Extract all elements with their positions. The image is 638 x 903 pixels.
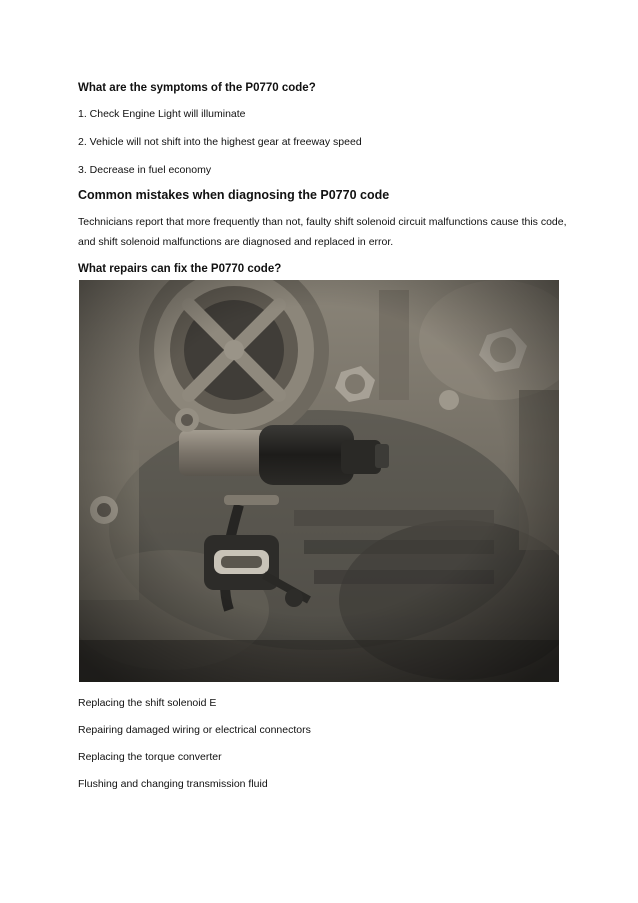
mistakes-paragraph: Technicians report that more frequently than not, faulty shift solenoid circuit malfunctions cause this code, and shift solenoid malfunctions are diagnosed and replaced in error. xyxy=(78,216,567,248)
symptom-item: 1. Check Engine Light will illuminate xyxy=(78,108,246,120)
repair-item: Repairing damaged wiring or electrical connectors xyxy=(78,724,311,736)
repair-item: Flushing and changing transmission fluid xyxy=(78,778,268,790)
symptoms-heading: What are the symptoms of the P0770 code? xyxy=(78,82,316,94)
repair-item: Replacing the shift solenoid E xyxy=(78,697,217,709)
transmission-solenoid-photo xyxy=(79,280,559,682)
symptom-item: 3. Decrease in fuel economy xyxy=(78,164,212,176)
repair-item: Replacing the torque converter xyxy=(78,751,222,763)
symptom-item: 2. Vehicle will not shift into the highest gear at freeway speed xyxy=(78,136,362,148)
repairs-heading: What repairs can fix the P0770 code? xyxy=(78,263,282,275)
mistakes-heading: Common mistakes when diagnosing the P0770 code xyxy=(78,188,390,202)
